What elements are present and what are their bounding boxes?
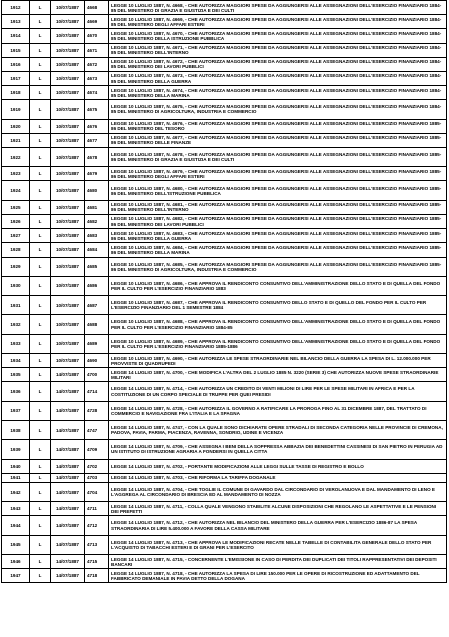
act-date: 10/07/1887 [51, 29, 85, 43]
row-number: 1940 [2, 459, 30, 473]
row-number: 1937 [2, 401, 30, 420]
act-date: 10/07/1887 [51, 296, 85, 315]
act-date: 10/07/1887 [51, 86, 85, 100]
act-code: 4668 [85, 1, 109, 15]
law-row [2, 368, 447, 382]
act-type: L [30, 569, 51, 583]
act-type: L [30, 482, 51, 501]
act-description: LEGGE 10 LUGLIO 1887, N. 4670, - CHE AUTORIZZA MAGGIORI SPESE DA AGGIUNGERSI ALLE ASSEGNAZIONI DELL'ESERCIZIO FINANZIARIO 1884-85 DEL MINISTERO DELLA ISTRUZIONE PUBBLICA [109, 29, 447, 43]
row-number: 1932 [2, 315, 30, 334]
act-description: LEGGE 10 LUGLIO 1887, N. 4688, - CHE APPROVA IL RENDICONTO CONSUNTIVO DELL'AMMINISTRAZIONE DELLO STATO E DI QUELLA DEL FONDO PER IL CULTO PER L'ESERCIZIO FINANZIARIO 1884-85 [109, 315, 447, 334]
act-description: LEGGE 10 LUGLIO 1887, N. 4679, - CHE AUTORIZZA MAGGIORI SPESE DA AGGIUNGERSI ALLE ASSEGNAZIONI DELL'ESERCIZIO FINANZIARIO 1885-86 DEL MINISTERO DEGLI AFFARI ESTERI [109, 167, 447, 181]
act-date: 14/07/1887 [51, 569, 85, 583]
law-row [2, 516, 447, 535]
row-number: 1920 [2, 119, 30, 133]
row-number: 1947 [2, 569, 30, 583]
row-number: 1923 [2, 167, 30, 181]
act-date: 10/07/1887 [51, 43, 85, 57]
act-code: 4676 [85, 119, 109, 133]
act-date: 10/07/1887 [51, 100, 85, 119]
act-code: 4702 [85, 459, 109, 473]
act-code: 4674 [85, 86, 109, 100]
row-number: 1934 [2, 354, 30, 368]
act-code: 4715 [85, 555, 109, 569]
row-number: 1931 [2, 296, 30, 315]
row-number: 1933 [2, 334, 30, 353]
act-type: L [30, 200, 51, 214]
law-row [2, 382, 447, 401]
act-date: 14/07/1887 [51, 473, 85, 482]
row-number: 1941 [2, 473, 30, 482]
law-row [2, 401, 447, 420]
row-number: 1935 [2, 368, 30, 382]
row-number: 1917 [2, 71, 30, 85]
act-code: 4673 [85, 71, 109, 85]
act-description: LEGGE 14 LUGLIO 1887, N. 4747, - CON LA QUALE SONO DICHIARATE OPERE STRADALI DI SECONDA CATEGORIA NELLE PROVINCIE DI CREMONA, PADOVA, PAVIA, PARMA, PIACENZA, RAVENNA, SONDRIO, UDINE E VICENZA [109, 420, 447, 439]
law-row [2, 354, 447, 368]
act-description: LEGGE 10 LUGLIO 1887, N. 4681, - CHE AUTORIZZA MAGGIORI SPESE DA AGGIUNGERSI ALLE ASSEGNAZIONI DELL'ESERCIZIO FINANZIARIO 1885-86 DEL MINISTERO DELL'INTERNO [109, 200, 447, 214]
act-description: LEGGE 14 LUGLIO 1887, N. 4702, - PORTANTE MODIFICAZIONI ALLE LEGGI SULLE TASSE DI REGISTRO E BOLLO [109, 459, 447, 473]
act-description: LEGGE 14 LUGLIO 1887, N. 4704, - CHE TOGLIE IL COMUNE DI GAVARDO DAL CIRCONDARIO DI VEROLANUOVA E DAL MANDAMENTO DI LENO E L'AGGREGA AL CIRCONDARIO DI BRESCIA ED AL MANDAMENTO DI NOZZA [109, 482, 447, 501]
act-description: LEGGE 10 LUGLIO 1887, N. 4672, - CHE AUTORIZZA MAGGIORI SPESE DA AGGIUNGERSI ALLE ASSEGNAZIONI DELL'ESERCIZIO FINANZIARIO 1884-85 DEL MINISTERO DEI LAVORI PUBBLICI [109, 57, 447, 71]
act-type: L [30, 57, 51, 71]
law-row [2, 43, 447, 57]
row-number: 1930 [2, 276, 30, 295]
act-code: 4675 [85, 100, 109, 119]
row-number: 1925 [2, 200, 30, 214]
act-date: 14/07/1887 [51, 482, 85, 501]
act-description: LEGGE 10 LUGLIO 1887, N. 4686, - CHE APPROVA IL RENDICONTO CONSUNTIVO DELL'AMMINISTRAZIONE DELLO STATO E DI QUELLA DEL FONDO PER IL CULTO PER L'ESERCIZIO FINANZIARIO 1883 [109, 276, 447, 295]
act-code: 4714 [85, 382, 109, 401]
act-code: 4679 [85, 167, 109, 181]
law-row [2, 459, 447, 473]
act-type: L [30, 315, 51, 334]
act-type: L [30, 29, 51, 43]
act-code: 4728 [85, 401, 109, 420]
act-type: L [30, 119, 51, 133]
act-type: L [30, 43, 51, 57]
act-code: 4704 [85, 482, 109, 501]
act-code: 4684 [85, 243, 109, 257]
act-type: L [30, 15, 51, 29]
act-type: L [30, 257, 51, 276]
act-type: L [30, 243, 51, 257]
act-code: 4687 [85, 296, 109, 315]
act-description: LEGGE 10 LUGLIO 1887, N. 4675, - CHE AUTORIZZA MAGGIORI SPESE DA AGGIUNGERSI ALLE ASSEGNAZIONI DELL'ESERCIZIO FINANZIARIO 1884-85 DEL MINISTERO DI AGRICOLTURA, INDUSTRIA E COMMERCIO [109, 100, 447, 119]
law-row [2, 473, 447, 482]
law-row [2, 119, 447, 133]
act-code: 4703 [85, 473, 109, 482]
act-description: LEGGE 10 LUGLIO 1887, N. 4678, - CHE AUTORIZZA MAGGIORI SPESE DA AGGIUNGERSI ALLE ASSEGNAZIONI DELL'ESERCIZIO FINANZIARIO 1885-86 DEL MINISTERO DI GRAZIA E GIUSTIZIA E DEI CULTI [109, 147, 447, 166]
law-row [2, 334, 447, 353]
act-code: 4688 [85, 315, 109, 334]
row-number: 1926 [2, 214, 30, 228]
law-row [2, 315, 447, 334]
act-description: LEGGE 10 LUGLIO 1887, N. 4682, - CHE AUTORIZZA MAGGIORI SPESE DA AGGIUNGERSI ALLE ASSEGNAZIONI DELL'ESERCIZIO FINANZIARIO 1885-86 DEL MINISTERO DEI LAVORI PUBBLICI [109, 214, 447, 228]
act-description: LEGGE 14 LUGLIO 1887, N. 4703, - CHE RIFORMA LA TARIFFA DOGANALE [109, 473, 447, 482]
act-date: 10/07/1887 [51, 334, 85, 353]
law-row [2, 555, 447, 569]
act-description: LEGGE 10 LUGLIO 1887, N. 4687, - CHE APPROVA IL RENDICONTO CONSUNTIVO DELLO STATO E DI QUELLO DEL FONDO PER IL CULTO PER L'ESERCIZIO FINANZIARIO DEL 1 SEMESTRE 1884 [109, 296, 447, 315]
act-type: L [30, 100, 51, 119]
law-row [2, 15, 447, 29]
act-code: 4686 [85, 276, 109, 295]
act-code: 4690 [85, 354, 109, 368]
act-date: 14/07/1887 [51, 368, 85, 382]
act-date: 10/07/1887 [51, 243, 85, 257]
act-type: L [30, 535, 51, 554]
act-code: 4689 [85, 334, 109, 353]
act-description: LEGGE 10 LUGLIO 1887, N. 4689, - CHE APPROVA IL RENDICONTO CONSUNTIVO DELL'AMMINISTRAZIONE DELLO STATO E DI QUELLA DEL FONDO PER IL CULTO PER L'ESERCIZIO FINANZIARIO 1885-1886 [109, 334, 447, 353]
act-date: 10/07/1887 [51, 57, 85, 71]
law-row [2, 502, 447, 516]
row-number: 1943 [2, 502, 30, 516]
row-number: 1938 [2, 420, 30, 439]
act-date: 10/07/1887 [51, 119, 85, 133]
act-date: 14/07/1887 [51, 459, 85, 473]
act-type: L [30, 368, 51, 382]
law-row [2, 214, 447, 228]
law-row [2, 181, 447, 200]
row-number: 1942 [2, 482, 30, 501]
act-date: 10/07/1887 [51, 71, 85, 85]
act-date: 10/07/1887 [51, 257, 85, 276]
act-date: 10/07/1887 [51, 214, 85, 228]
act-type: L [30, 354, 51, 368]
act-code: 4670 [85, 29, 109, 43]
act-code: 4678 [85, 147, 109, 166]
act-type: L [30, 86, 51, 100]
row-number: 1924 [2, 181, 30, 200]
act-type: L [30, 296, 51, 315]
act-code: 4747 [85, 420, 109, 439]
law-row [2, 229, 447, 243]
act-date: 10/07/1887 [51, 315, 85, 334]
row-number: 1912 [2, 1, 30, 15]
act-code: 4712 [85, 516, 109, 535]
row-number: 1915 [2, 43, 30, 57]
act-description: LEGGE 10 LUGLIO 1887, N. 4680, - CHE AUTORIZZA MAGGIORI SPESE DA AGGIUNGERSI ALLE ASSEGNAZIONI DELL'ESERCIZIO FINANZIARIO 1885-86 DEL MINISTERO DELL'ISTRUZIONE PUBBLICA [109, 181, 447, 200]
act-type: L [30, 133, 51, 147]
law-row [2, 276, 447, 295]
act-code: 4677 [85, 133, 109, 147]
row-number: 1944 [2, 516, 30, 535]
law-row [2, 147, 447, 166]
act-description: LEGGE 14 LUGLIO 1887, N. 4728, - CHE AUTORIZZA IL GOVERNO A RATIFICARE LA PROROGA FINO AL 31 DICEMBRE 1887, DEL TRATTATO DI COMMERCIO E NAVIGAZIONE FRA L'ITALIA E LA SPAGNA [109, 401, 447, 420]
laws-register-body [2, 1, 447, 583]
row-number: 1945 [2, 535, 30, 554]
act-description: LEGGE 10 LUGLIO 1887, N. 4677, - CHE AUTORIZZA MAGGIORI SPESE DA AGGIUNGERSI ALLE ASSEGNAZIONI DELL'ESERCIZIO FINANZIARIO 1885-86 DEL MINISTERO DELLE FINANZE [109, 133, 447, 147]
act-description: LEGGE 10 LUGLIO 1887, N. 4685, - CHE AUTORIZZA MAGGIORI SPESE DA AGGIUNGERSI ALLE ASSEGNAZIONI DELL'ESERCIZIO FINANZIARIO 1885-86 DEL MINISTERO DI AGRICOLTURA, INDUSTRIA E COMMERCIO [109, 257, 447, 276]
act-description: LEGGE 14 LUGLIO 1887, N. 4715, - CONCERNENTE L'EMISSIONE IN CASO DI PERDITA DEI DUPLICATI DEI TITOLI RAPPRESENTATIVI DEI DEPOSITI BANCARI [109, 555, 447, 569]
act-description: LEGGE 10 LUGLIO 1887, N. 4683, - CHE AUTORIZZA MAGGIORI SPESE DA AGGIUNGERSI ALLE ASSEGNAZIONI DELL'ESERCIZIO FINANZIARIO 1885-86 DEL MINISTERO DELLA GUERRA [109, 229, 447, 243]
row-number: 1914 [2, 29, 30, 43]
act-description: LEGGE 14 LUGLIO 1887, N. 4713, - CHE APPROVA LE MODIFICAZIONI RECATE NELLE TABELLE DI CONTABILITA GENERALE DELLO STATO PER L'ACQUISTO DI TABACCHI ESTERI E DI GRANI PER L'ESERCITO [109, 535, 447, 554]
act-type: L [30, 420, 51, 439]
law-row [2, 243, 447, 257]
row-number: 1919 [2, 100, 30, 119]
act-description: LEGGE 10 LUGLIO 1887, N. 4676, - CHE AUTORIZZA MAGGIORI SPESE DA AGGIUNGERSI ALLE ASSEGNAZIONI DELL'ESERCIZIO FINANZIARIO 1885-86 DEL MINISTERO DEL TESORO [109, 119, 447, 133]
laws-register-table [1, 0, 447, 583]
act-description: LEGGE 14 LUGLIO 1887, N. 4712, - CHE AUTORIZZA NEL BILANCIO DEL MINISTERO DELLA GUERRA PER L'ESERCIZIO 1886-87 LA SPESA STRAORDINARIA DI LIRE 5.400.000 A FAVORE DELLA CASSA MILITARE [109, 516, 447, 535]
act-type: L [30, 555, 51, 569]
act-date: 14/07/1887 [51, 401, 85, 420]
row-number: 1929 [2, 257, 30, 276]
act-code: 4683 [85, 229, 109, 243]
act-description: LEGGE 10 LUGLIO 1887, N. 4674, - CHE AUTORIZZA MAGGIORI SPESE DA AGGIUNGERSI ALLE ASSEGNAZIONI DELL'ESERCIZIO FINANZIARIO 1884-85 DEL MINISTERO DELLA MARINA [109, 86, 447, 100]
act-code: 4682 [85, 214, 109, 228]
act-date: 14/07/1887 [51, 382, 85, 401]
law-row [2, 482, 447, 501]
act-type: L [30, 167, 51, 181]
law-row [2, 535, 447, 554]
act-description: LEGGE 10 LUGLIO 1887, N. 4684, - CHE AUTORIZZA MAGGIORI SPESE DA AGGIUNGERSI ALLE ASSEGNAZIONI DELL'ESERCIZIO FINANZIARIO 1885-86 DEL MINISTERO DELLA MARINA [109, 243, 447, 257]
act-date: 10/07/1887 [51, 181, 85, 200]
act-date: 10/07/1887 [51, 133, 85, 147]
act-type: L [30, 440, 51, 459]
act-date: 10/07/1887 [51, 1, 85, 15]
act-description: LEGGE 10 LUGLIO 1887, N. 4671, - CHE AUTORIZZA MAGGIORI SPESE DA AGGIUNGERSI ALLE ASSEGNAZIONI DELL'ESERCIZIO FINANZIARIO 1884-85 DEL MINISTERO DELL'INTERNO [109, 43, 447, 57]
act-code: 4685 [85, 257, 109, 276]
act-type: L [30, 401, 51, 420]
row-number: 1918 [2, 86, 30, 100]
row-number: 1922 [2, 147, 30, 166]
act-code: 4671 [85, 43, 109, 57]
row-number: 1946 [2, 555, 30, 569]
act-type: L [30, 214, 51, 228]
act-date: 14/07/1887 [51, 555, 85, 569]
act-type: L [30, 147, 51, 166]
act-type: L [30, 459, 51, 473]
act-date: 14/07/1887 [51, 516, 85, 535]
law-row [2, 200, 447, 214]
act-type: L [30, 1, 51, 15]
act-date: 10/07/1887 [51, 15, 85, 29]
row-number: 1936 [2, 382, 30, 401]
act-code: 4680 [85, 181, 109, 200]
law-row [2, 133, 447, 147]
row-number: 1913 [2, 15, 30, 29]
act-date: 10/07/1887 [51, 200, 85, 214]
act-description: LEGGE 10 LUGLIO 1887, N. 4669, - CHE AUTORIZZA MAGGIORI SPESE DA AGGIUNGERSI ALLE ASSEGNAZIONI DELL'ESERCIZIO FINANZIARIO 1884-85 DEL MINISTERO DEGLI AFFARI ESTERI [109, 15, 447, 29]
act-code: 4672 [85, 57, 109, 71]
law-row [2, 420, 447, 439]
act-description: LEGGE 14 LUGLIO 1887, N. 4718, - CHE AUTORIZZA LA SPESA DI LIRE 150.000 PER LE OPERE DI RICOSTRUZIONE ED ADATTAMENTO DEL FABBRICATO DEMANIALE IN PAVIA DETTO DELLA DOGANA [109, 569, 447, 583]
law-row [2, 57, 447, 71]
act-type: L [30, 516, 51, 535]
law-row [2, 440, 447, 459]
act-date: 14/07/1887 [51, 502, 85, 516]
law-row [2, 100, 447, 119]
act-date: 14/07/1887 [51, 420, 85, 439]
act-description: LEGGE 10 LUGLIO 1887, N. 4673, - CHE AUTORIZZA MAGGIORI SPESE DA AGGIUNGERSI ALLE ASSEGNAZIONI DELL'ESERCIZIO FINANZIARIO 1884-85 DEL MINISTERO DELLA GUERRA [109, 71, 447, 85]
act-type: L [30, 181, 51, 200]
act-type: L [30, 473, 51, 482]
act-date: 10/07/1887 [51, 229, 85, 243]
act-date: 14/07/1887 [51, 440, 85, 459]
law-row [2, 167, 447, 181]
row-number: 1928 [2, 243, 30, 257]
act-description: LEGGE 14 LUGLIO 1887, N. 4700, - CHE MODIFICA L'ALTRA DEL 2 LUGLIO 1885 N. 3220 (SERIE 3) CHE AUTORIZZA NUOVE SPESE STRAORDINARIE MILITARI [109, 368, 447, 382]
act-description: LEGGE 14 LUGLIO 1887, N. 4709, - CHE ASSEGNA I BENI DELLA SOPPRESSA ABBAZIA DEI BENEDETTINI CASSINESI DI SAN PIETRO IN PERUGIA AD UN ISTITUTO DI ISTRUZIONE AGRARIA A FONDERSI IN QUELLA CITTA [109, 440, 447, 459]
law-row [2, 71, 447, 85]
act-type: L [30, 229, 51, 243]
act-date: 10/07/1887 [51, 167, 85, 181]
law-row [2, 569, 447, 583]
act-description: LEGGE 14 LUGLIO 1887, N. 4711, - COLLA QUALE VENGONO STABILITE ALCUNE DISPOSIZIONI CHE REGOLANO LE ASPETTATIVE E LE PENSIONI DEI PREFETTI [109, 502, 447, 516]
law-row [2, 1, 447, 15]
act-code: 4709 [85, 440, 109, 459]
law-row [2, 296, 447, 315]
law-row [2, 86, 447, 100]
row-number: 1939 [2, 440, 30, 459]
act-code: 4681 [85, 200, 109, 214]
act-type: L [30, 334, 51, 353]
act-description: LEGGE 10 LUGLIO 1887, N. 4668, - CHE AUTORIZZA MAGGIORI SPESE DA AGGIUNGERSI ALLE ASSEGNAZIONI DELL'ESERCIZIO FINANZIARIO 1884-85 DEL MINISTERO DI GRAZIA E GIUSTIZIA E DEI CULTI [109, 1, 447, 15]
act-code: 4713 [85, 535, 109, 554]
act-date: 10/07/1887 [51, 147, 85, 166]
act-date: 10/07/1887 [51, 276, 85, 295]
act-type: L [30, 276, 51, 295]
act-code: 4718 [85, 569, 109, 583]
act-code: 4711 [85, 502, 109, 516]
row-number: 1927 [2, 229, 30, 243]
act-description: LEGGE 10 LUGLIO 1887, N. 4690, - CHE AUTORIZZA LE SPESE STRAORDINARIE NEL BILANCIO DELLA GUERRA LA SPESA DI L. 12.000.000 PER PROVVISTE DI QUADRUPEDI [109, 354, 447, 368]
act-code: 4700 [85, 368, 109, 382]
act-type: L [30, 382, 51, 401]
law-row [2, 29, 447, 43]
law-row [2, 257, 447, 276]
act-date: 14/07/1887 [51, 535, 85, 554]
row-number: 1916 [2, 57, 30, 71]
act-type: L [30, 502, 51, 516]
act-code: 4669 [85, 15, 109, 29]
act-type: L [30, 71, 51, 85]
act-date: 10/07/1887 [51, 354, 85, 368]
row-number: 1921 [2, 133, 30, 147]
act-description: LEGGE 14 LUGLIO 1887, N. 4714, - CHE AUTORIZZA UN CREDITO DI VENTI MILIONI DI LIRE PER LE SPESE MILITARI IN AFRICA E PER LA COSTITUZIONE DI UN CORPO SPECIALE DI TRUPPE PER QUEI PRESIDI [109, 382, 447, 401]
